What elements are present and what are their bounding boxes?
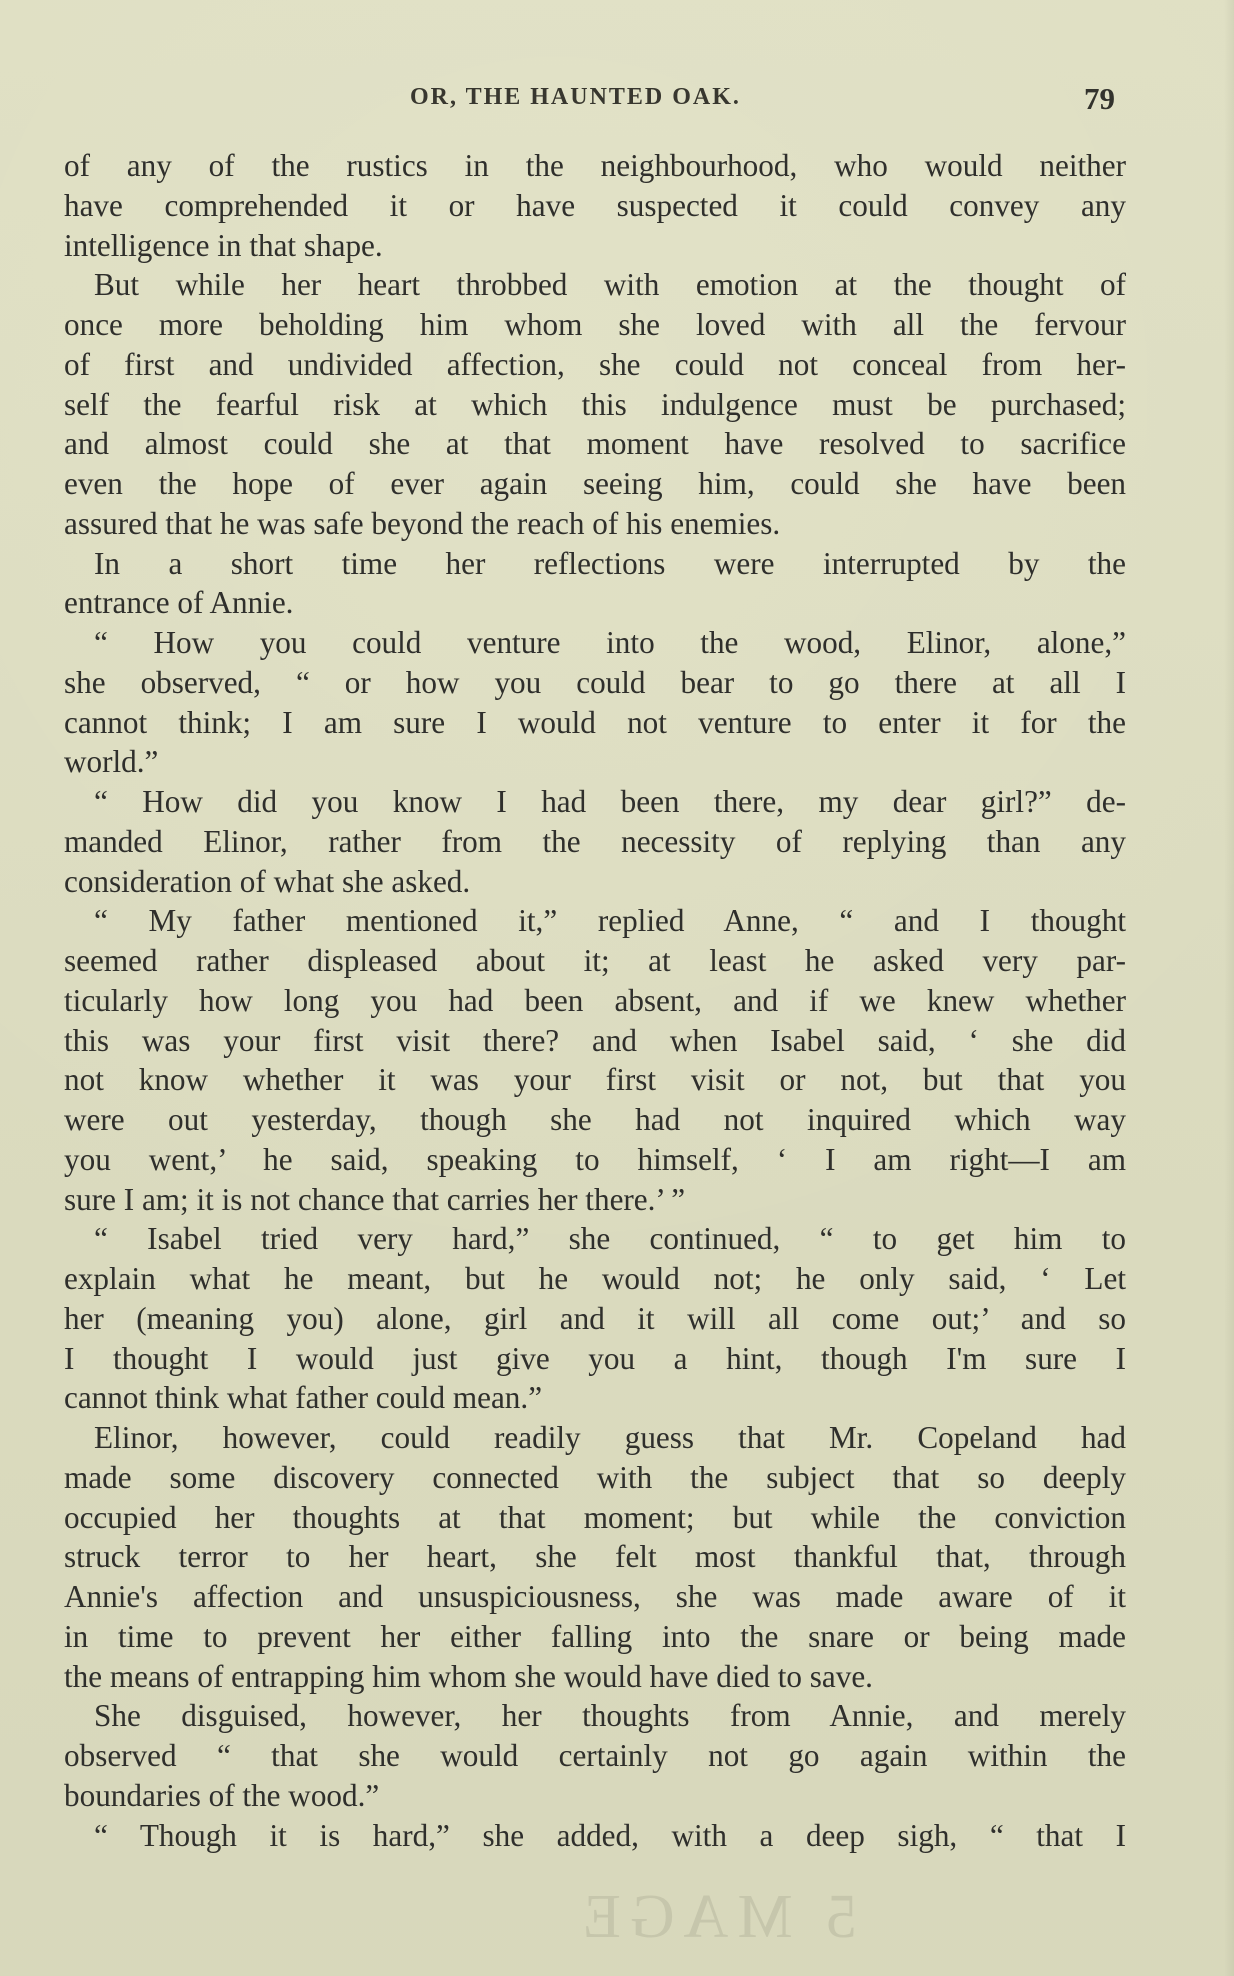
text-line: explain what he meant, but he would not; he only said, ‘ Let [64,1261,1126,1296]
text-line: “ My father mentioned it,” replied Anne, “ and I thought [94,903,1126,939]
text-line: intelligence in that shape. [64,227,383,263]
text-line: But while her heart throbbed with emotion at the thought of [94,267,1126,303]
text-line: assured that he was safe beyond the reach of his enemies. [64,505,781,541]
page-number: 79 [1084,81,1115,116]
text-line: made some discovery connected with the subject that so deeply [64,1459,1126,1495]
text-line: In a short time her reflections were interrupted by the [94,545,1126,581]
text-line: struck terror to her heart, she felt most thankful that, through [64,1539,1126,1575]
text-line: in time to prevent her either falling into the snare or being made [64,1618,1126,1654]
text-line: “ How did you know I had been there, my dear girl?” de- [94,784,1126,819]
text-line: seemed rather displeased about it; at least he asked very par- [64,943,1126,978]
text-line: were out yesterday, though she had not inquired which way [64,1102,1126,1137]
running-head: OR, THE HAUNTED OAK. [410,84,741,110]
text-line: boundaries of the wood.” [64,1777,380,1813]
text-line: sure I am; it is not chance that carries her there.’ ” [64,1181,686,1217]
text-line: “ Though it is hard,” she added, with a deep sigh, “ that I [94,1817,1126,1853]
text-line: you went,’ he said, speaking to himself, ‘ I am right—I am [64,1141,1126,1177]
text-line: I thought I would just give you a hint, though I'm sure I [64,1340,1126,1376]
text-line: even the hope of ever again seeing him, could she have been [64,466,1126,501]
text-line: She disguised, however, her thoughts from Annie, and merely [94,1698,1126,1734]
text-line: have comprehended it or have suspected it could convey any [64,187,1126,223]
text-line: entrance of Annie. [64,585,294,621]
text-line: ticularly how long you had been absent, and if we knew whether [64,982,1126,1018]
text-line: and almost could she at that moment have resolved to sacrifice [64,426,1126,462]
text-line: Elinor, however, could readily guess that Mr. Copeland had [94,1420,1126,1455]
text-line: consideration of what she asked. [64,863,471,899]
text-line: this was your first visit there? and when Isabel said, ‘ she did [64,1022,1126,1058]
page-edge-shadow [1224,0,1234,1976]
body-text [64,146,1126,1855]
text-line: occupied her thoughts at that moment; but while the conviction [64,1499,1126,1535]
text-line: “ How you could venture into the wood, Elinor, alone,” [94,625,1126,660]
text-line: her (meaning you) alone, girl and it will all come out;’ and so [64,1300,1126,1336]
text-line: self the fearful risk at which this indulgence must be purchased; [64,386,1126,422]
text-line: of first and undivided affection, she could not conceal from her- [64,346,1126,382]
text-line: Annie's affection and unsuspiciousness, she was made aware of it [64,1579,1126,1614]
text-line: “ Isabel tried very hard,” she continued, “ to get him to [94,1221,1126,1257]
text-line: world.” [64,744,159,780]
text-line: manded Elinor, rather from the necessity of replying than any [64,823,1126,859]
bleed-through-mark: 5 MAGE [574,1883,858,1951]
text-line: cannot think what father could mean.” [64,1380,543,1416]
text-line: once more beholding him whom she loved with all the fervour [64,307,1126,342]
text-line: observed “ that she would certainly not go again within the [64,1738,1126,1773]
text-line: not know whether it was your first visit or not, but that you [64,1062,1126,1098]
text-line: she observed, “ or how you could bear to go there at all I [64,664,1126,700]
text-line: of any of the rustics in the neighbourhood, who would neither [64,148,1126,183]
text-line: the means of entrapping him whom she would have died to save. [64,1658,873,1694]
text-line: cannot think; I am sure I would not venture to enter it for the [64,704,1126,740]
